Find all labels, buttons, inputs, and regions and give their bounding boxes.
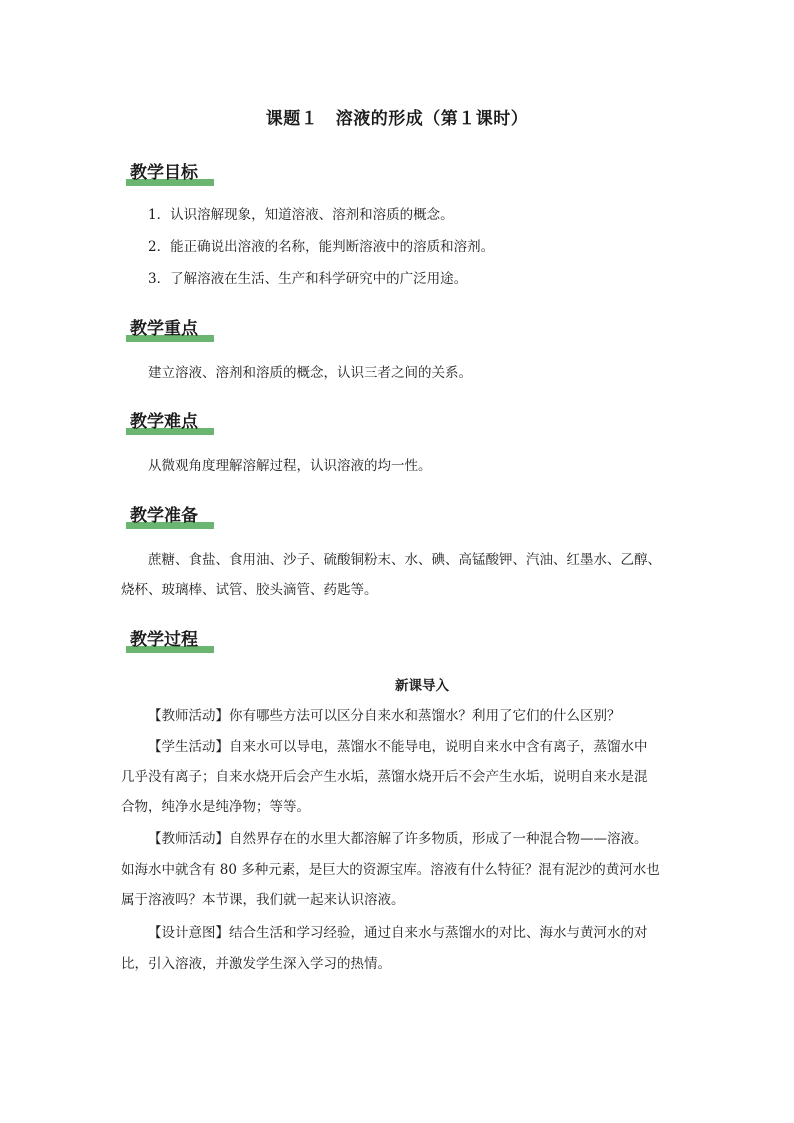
goal-item: 1．认识溶解现象，知道溶液、溶剂和溶质的概念。 <box>148 207 454 223</box>
process-subtitle: 新课导入 <box>395 678 449 694</box>
section-heading-label: 教学重点 <box>130 319 198 339</box>
section-heading-label: 教学难点 <box>130 412 198 432</box>
section-goals-heading <box>126 162 198 186</box>
preparation-line: 烧杯、玻璃棒、试管、胶头滴管、药匙等。 <box>121 582 378 598</box>
key-points-text: 建立溶液、溶剂和溶质的概念，认识三者之间的关系。 <box>148 365 472 381</box>
process-paragraph-line: 【学生活动】自来水可以导电，蒸馏水不能导电，说明自来水中含有离子，蒸馏水中 <box>148 739 648 755</box>
difficulties-text: 从微观角度理解溶解过程，认识溶液的均一性。 <box>148 458 432 474</box>
goal-item: 3．了解溶液在生活、生产和科学研究中的广泛用途。 <box>148 271 468 287</box>
section-process-heading <box>126 629 198 653</box>
process-paragraph-line: 合物，纯净水是纯净物；等等。 <box>121 799 310 815</box>
section-heading-label: 教学目标 <box>130 163 198 183</box>
process-paragraph-line: 【教师活动】自然界存在的水里大都溶解了许多物质，形成了一种混合物——溶液。 <box>148 831 648 847</box>
section-heading-label: 教学准备 <box>130 506 198 526</box>
section-difficulties-heading <box>126 411 198 435</box>
process-paragraph-line: 【教师活动】你有哪些方法可以区分自来水和蒸馏水？利用了它们的什么区别？ <box>148 708 621 724</box>
preparation-line: 蔗糖、食盐、食用油、沙子、硫酸铜粉末、水、碘、高锰酸钾、汽油、红墨水、乙醇、 <box>148 552 661 568</box>
goal-item: 2．能正确说出溶液的名称，能判断溶液中的溶质和溶剂。 <box>148 239 495 255</box>
process-paragraph-line: 属于溶液吗？本节课，我们就一起来认识溶液。 <box>121 892 405 908</box>
section-preparation-heading <box>126 505 198 529</box>
process-paragraph-line: 如海水中就含有 80 多种元素，是巨大的资源宝库。溶液有什么特征？混有泥沙的黄河水也 <box>121 862 660 878</box>
process-paragraph-line: 比，引入溶液，并激发学生深入学习的热情。 <box>121 956 391 972</box>
page-title: 课题１ 溶液的形成（第１课时） <box>265 109 529 129</box>
process-paragraph-line: 几乎没有离子；自来水烧开后会产生水垢，蒸馏水烧开后不会产生水垢，说明自来水是混 <box>121 769 648 785</box>
section-key-points-heading <box>126 318 198 342</box>
section-heading-label: 教学过程 <box>130 630 198 650</box>
process-paragraph-line: 【设计意图】结合生活和学习经验，通过自来水与蒸馏水的对比、海水与黄河水的对 <box>148 925 648 941</box>
